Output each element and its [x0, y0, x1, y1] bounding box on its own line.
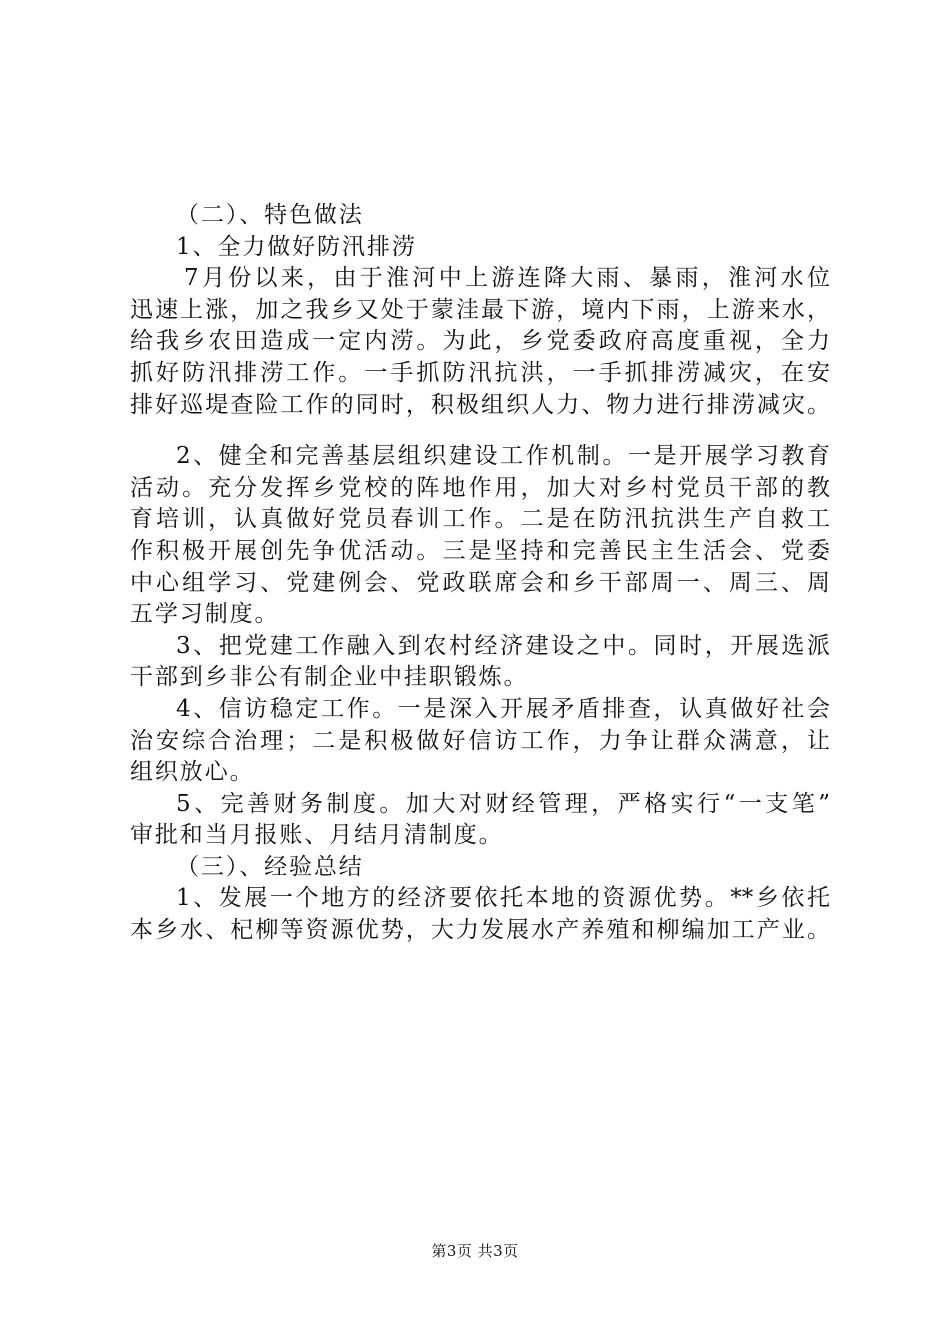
document-body [130, 200, 830, 947]
paragraph-line: 1、发展一个地方的经济要依托本地的资源优势。**乡依托 [176, 885, 830, 912]
paragraph-spacer [130, 421, 830, 441]
page-number-footer: 第3页 共3页 [431, 1242, 519, 1260]
paragraph-line: 组织放心。 [130, 759, 255, 786]
paragraph-line: 育培训，认真做好党员春训工作。二是在防汛抗洪生产自救工 [130, 506, 830, 533]
section-heading-special-practices: （二）、特色做法 [176, 202, 364, 228]
paragraph-line: 干部到乡非公有制企业中挂职锻炼。 [130, 664, 529, 691]
paragraph-line: 2、健全和完善基层组织建设工作机制。一是开展学习教育 [176, 443, 830, 470]
paragraph-line: 中心组学习、党建例会、党政联席会和乡干部周一、周三、周 [130, 569, 830, 596]
section-heading-experience-summary: （三）、经验总结 [176, 853, 364, 880]
paragraph-line: 排好巡堤查险工作的同时，积极组织人力、物力进行排涝减灾。 [130, 391, 830, 418]
subheading-flood-control: 1、全力做好防汛排涝 [176, 233, 417, 260]
paragraph-line: 给我乡农田造成一定内涝。为此，乡党委政府高度重视，全力 [130, 328, 830, 355]
paragraph-line: 4、信访稳定工作。一是深入开展矛盾排查，认真做好社会 [176, 695, 830, 722]
paragraph-line: 5、完善财务制度。加大对财经管理，严格实行“一支笔” [176, 790, 830, 817]
paragraph-line: 审批和当月报账、月结月清制度。 [130, 822, 504, 849]
paragraph-line: 本乡水、杞柳等资源优势，大力发展水产养殖和柳编加工产业。 [130, 917, 830, 944]
paragraph-line: 五学习制度。 [130, 601, 280, 628]
paragraph-line: 活动。充分发挥乡党校的阵地作用，加大对乡村党员干部的教 [130, 474, 830, 501]
paragraph-line: 迅速上涨，加之我乡又处于蒙洼最下游，境内下雨，上游来水， [130, 296, 830, 323]
paragraph-line: 治安综合治理；二是积极做好信访工作，力争让群众满意，让 [130, 727, 830, 754]
paragraph-line: 抓好防汛排涝工作。一手抓防汛抗洪，一手抓排涝减灾，在安 [130, 359, 830, 386]
paragraph-line: 作积极开展创先争优活动。三是坚持和完善民主生活会、党委 [130, 537, 830, 564]
paragraph-line: 7月份以来，由于淮河中上游连降大雨、暴雨，淮河水位 [184, 265, 830, 292]
paragraph-line: 3、把党建工作融入到农村经济建设之中。同时，开展选派 [176, 632, 830, 659]
